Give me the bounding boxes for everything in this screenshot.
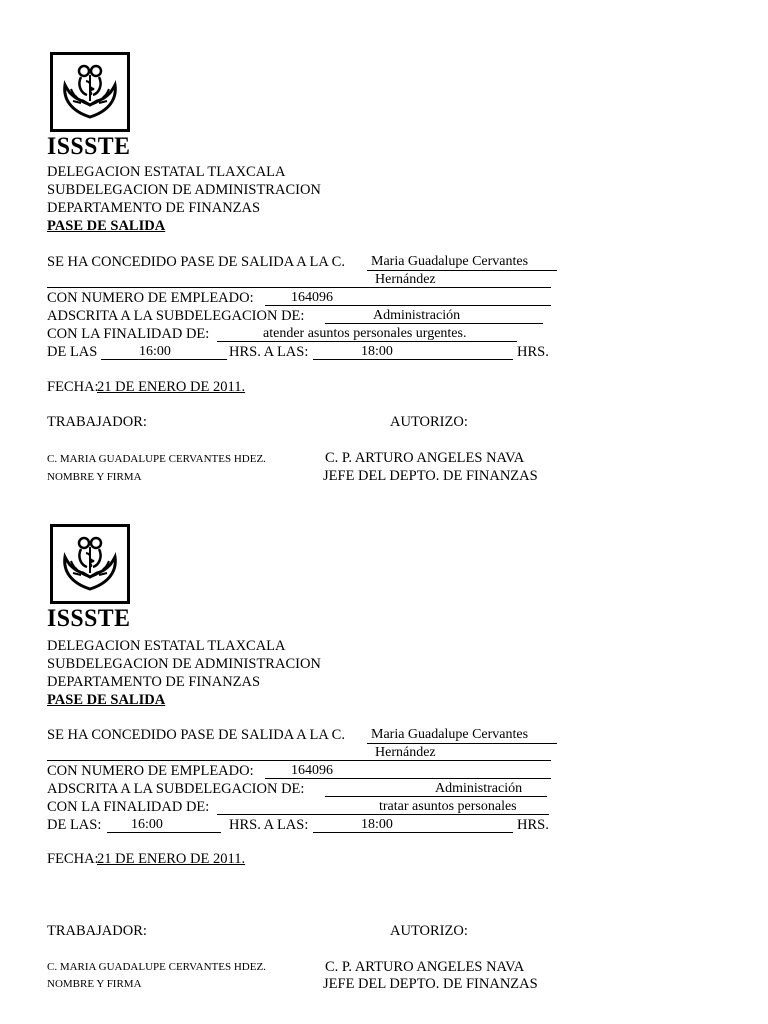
employee-name-field-2: Hernández — [47, 271, 551, 288]
pass-title: PASE DE SALIDA — [47, 218, 166, 234]
worker-name: C. MARIA GUADALUPE CERVANTES HDEZ. — [47, 961, 266, 973]
authorizer-name: C. P. ARTURO ANGELES NAVA — [325, 959, 525, 975]
issste-emblem-icon — [50, 524, 130, 604]
worker-signature-caption: NOMBRE Y FIRMA — [47, 471, 142, 483]
purpose-label: CON LA FINALIDAD DE: — [47, 326, 210, 342]
subdelegation-label: ADSCRITA A LA SUBDELEGACION DE: — [47, 308, 305, 324]
from-label: DE LAS — [47, 344, 98, 360]
employee-number-label: CON NUMERO DE EMPLEADO: — [47, 290, 254, 306]
employee-number-label: CON NUMERO DE EMPLEADO: — [47, 763, 254, 779]
worker-label: TRABAJADOR: — [47, 414, 147, 430]
employee-number-field: 164096 — [265, 289, 551, 306]
subdelegation-label: ADSCRITA A LA SUBDELEGACION DE: — [47, 781, 305, 797]
worker-label: TRABAJADOR: — [47, 923, 147, 939]
authorizer-name: C. P. ARTURO ANGELES NAVA — [325, 450, 525, 466]
authorizer-title: JEFE DEL DEPTO. DE FINANZAS — [323, 468, 538, 484]
date-label: FECHA: — [47, 851, 99, 867]
purpose-field: atender asuntos personales urgentes. — [217, 325, 517, 342]
issste-logo — [47, 50, 137, 160]
employee-name-field-1: Maria Guadalupe Cervantes — [367, 253, 557, 271]
authorized-label: AUTORIZO: — [390, 923, 468, 939]
purpose-label: CON LA FINALIDAD DE: — [47, 799, 210, 815]
employee-name-field-2: Hernández — [47, 744, 551, 761]
employee-number-field: 164096 — [265, 762, 551, 779]
header-line-3: DEPARTAMENTO DE FINANZAS — [47, 674, 261, 690]
worker-name: C. MARIA GUADALUPE CERVANTES HDEZ. — [47, 453, 266, 465]
exit-pass-1 — [47, 50, 567, 484]
header-line-1: DELEGACION ESTATAL TLAXCALA — [47, 164, 286, 180]
exit-pass-2 — [47, 522, 567, 992]
subdelegation-field: Administración — [325, 780, 547, 797]
hrs-label: HRS. — [517, 817, 549, 833]
date-value: 21 DE ENERO DE 2011. — [97, 851, 246, 867]
authorized-label: AUTORIZO: — [390, 414, 468, 430]
granted-label: SE HA CONCEDIDO PASE DE SALIDA A LA C. — [47, 254, 345, 270]
header-line-2: SUBDELEGACION DE ADMINISTRACION — [47, 656, 321, 672]
from-time-field: 16:00 — [107, 816, 221, 833]
header-line-2: SUBDELEGACION DE ADMINISTRACION — [47, 182, 321, 198]
header-line-3: DEPARTAMENTO DE FINANZAS — [47, 200, 261, 216]
purpose-field: tratar asuntos personales — [217, 798, 549, 815]
date-label: FECHA: — [47, 379, 99, 395]
subdelegation-field: Administración — [325, 307, 543, 324]
from-label: DE LAS: — [47, 817, 102, 833]
to-time-field: 18:00 — [313, 343, 513, 360]
pass-title: PASE DE SALIDA — [47, 692, 166, 708]
header-line-1: DELEGACION ESTATAL TLAXCALA — [47, 638, 286, 654]
logo-wordmark: ISSSTE — [47, 605, 131, 632]
authorizer-title: JEFE DEL DEPTO. DE FINANZAS — [323, 976, 538, 992]
issste-emblem-icon — [50, 52, 130, 132]
hrs-label: HRS. — [517, 344, 549, 360]
worker-signature-caption: NOMBRE Y FIRMA — [47, 978, 142, 990]
date-value: 21 DE ENERO DE 2011. — [97, 379, 246, 395]
to-time-field: 18:00 — [313, 816, 513, 833]
logo-wordmark: ISSSTE — [47, 133, 131, 160]
granted-label: SE HA CONCEDIDO PASE DE SALIDA A LA C. — [47, 727, 345, 743]
issste-logo — [47, 522, 137, 632]
from-time-field: 16:00 — [101, 343, 227, 360]
to-label: HRS. A LAS: — [229, 344, 309, 360]
to-label: HRS. A LAS: — [229, 817, 309, 833]
employee-name-field-1: Maria Guadalupe Cervantes — [367, 726, 557, 744]
